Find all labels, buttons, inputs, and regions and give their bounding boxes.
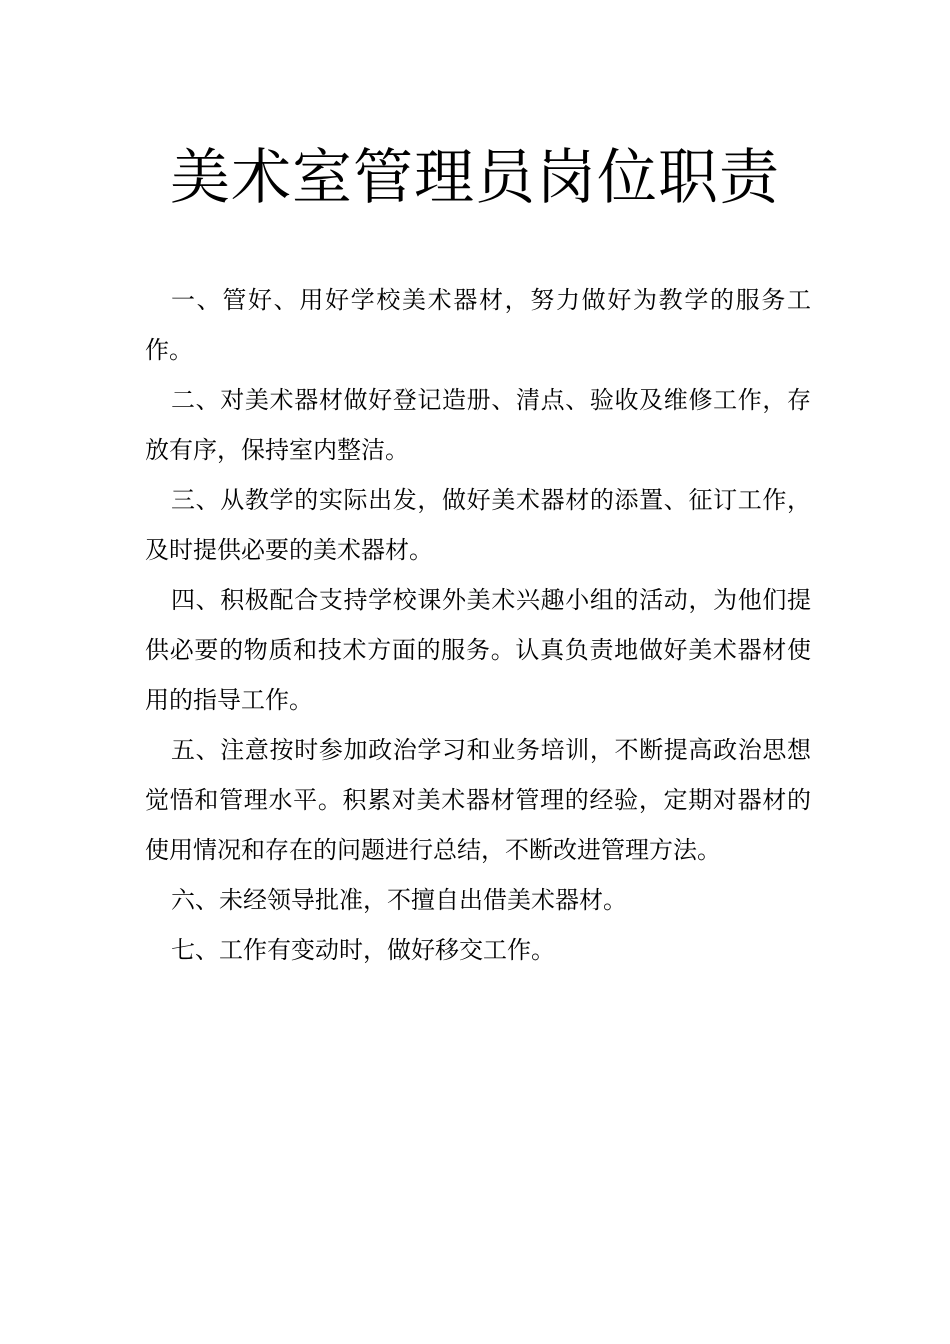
duty-item-5: 五、注意按时参加政治学习和业务培训，不断提高政治思想觉悟和管理水平。积累对美术器材管理的经验，定期对器材的使用情况和存在的问题进行总结，不断改进管理方法。	[145, 736, 811, 864]
document-body	[145, 275, 811, 975]
duty-item-1: 一、管好、用好学校美术器材，努力做好为教学的服务工作。	[145, 286, 811, 364]
document-title: 美术室管理员岗位职责	[170, 143, 780, 213]
duty-item-3: 三、从教学的实际出发，做好美术器材的添置、征订工作，及时提供必要的美术器材。	[145, 486, 811, 564]
duty-item-6: 六、未经领导批准，不擅自出借美术器材。	[171, 886, 627, 914]
duty-item-2: 二、对美术器材做好登记造册、清点、验收及维修工作，存放有序，保持室内整洁。	[145, 386, 811, 464]
duty-item-4: 四、积极配合支持学校课外美术兴趣小组的活动，为他们提供必要的物质和技术方面的服务。认真负责地做好美术器材使用的指导工作。	[145, 586, 811, 714]
duty-item-7: 七、工作有变动时，做好移交工作。	[171, 936, 555, 964]
